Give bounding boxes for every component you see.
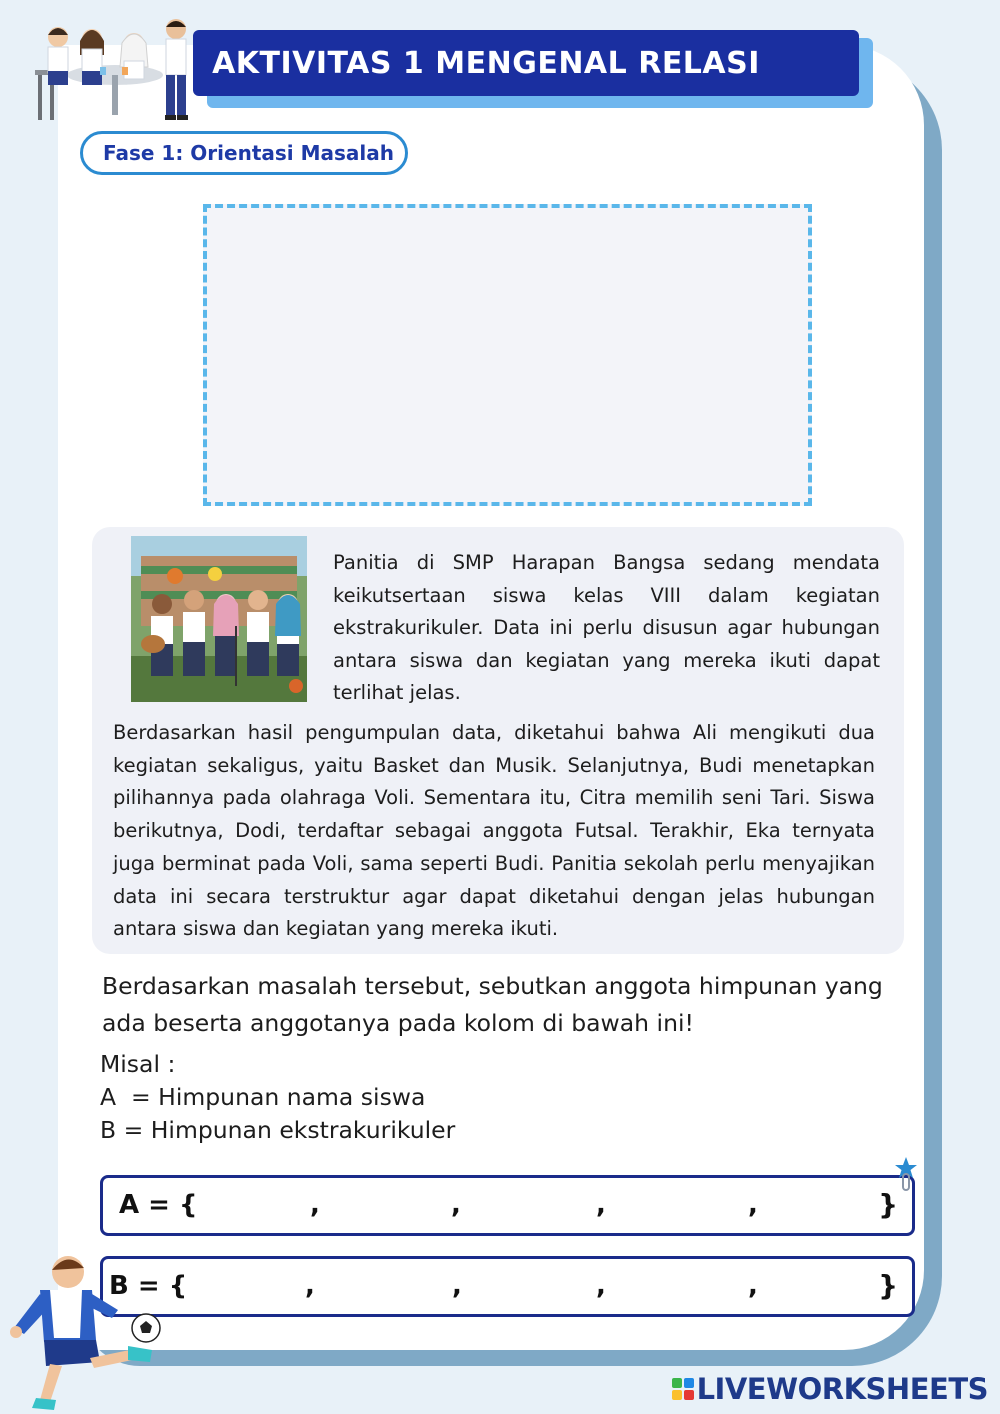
media-drop-area[interactable] (203, 204, 812, 506)
story-details: Berdasarkan hasil pengumpulan data, diketahui bahwa Ali mengikuti dua kegiatan sekaligus, yaitu Basket dan Musik. Selanjutnya, Budi menetapkan pilihannya pada olahraga Voli. Sementara itu, Citra memilih seni Tari. Siswa berikutnya, Dodi, terdaftar sebagai anggota Futsal. Terakhir, Eka ternyata juga berminat pada Voli, sama seperti Budi. Panitia sekolah perlu menyajikan data ini secara terstruktur agar dapat diketahui dengan jelas hubungan antara siswa dan kegiatan yang mereka ikuti. (113, 721, 875, 941)
students-illustration (30, 15, 200, 130)
story-intro: Panitia di SMP Harapan Bangsa sedang mendata keikutsertaan siswa kelas VIII dalam kegiatan ekstrakurikuler. Data ini perlu disusun agar hubungan antara siswa dan kegiatan yang mereka ikuti dapat terlihat jelas. (333, 551, 880, 704)
students-extracurricular-image (131, 536, 307, 702)
answer-a-separator-1: , (310, 1190, 320, 1220)
instruction-text: Berdasarkan masalah tersebut, sebutkan anggota himpunan yang ada beserta anggotanya pada kolom di bawah ini! (102, 972, 883, 1037)
answer-box-a[interactable] (100, 1175, 915, 1236)
example-block (100, 1048, 455, 1147)
answer-b-separator-4: , (748, 1271, 758, 1301)
phase-label: Fase 1: Orientasi Masalah (103, 141, 394, 165)
example-line-a: A = Himpunan nama siswa (100, 1083, 426, 1111)
answer-box-b[interactable] (100, 1256, 915, 1317)
example-line-b: B = Himpunan ekstrakurikuler (100, 1116, 456, 1144)
answer-b-separator-2: , (452, 1271, 462, 1301)
liveworksheets-brand (672, 1372, 988, 1406)
answer-b-closing: } (878, 1269, 898, 1302)
phase-badge (80, 131, 408, 175)
answer-a-separator-2: , (451, 1190, 461, 1220)
soccer-player-illustration (0, 1250, 165, 1414)
answer-b-label: B = { (109, 1271, 188, 1301)
footer-brand-text: LIVEWORKSHEETS (696, 1372, 988, 1406)
example-heading: Misal : (100, 1050, 176, 1078)
answer-b-separator-1: , (305, 1271, 315, 1301)
star-pin-icon (894, 1156, 918, 1192)
page-title: AKTIVITAS 1 MENGENAL RELASI (212, 45, 760, 81)
answer-b-separator-3: , (596, 1271, 606, 1301)
answer-a-separator-4: , (748, 1190, 758, 1220)
liveworksheets-logo-icon (672, 1378, 694, 1400)
answer-a-closing: } (878, 1188, 898, 1221)
title-bar (193, 30, 859, 96)
answer-a-separator-3: , (596, 1190, 606, 1220)
answer-a-label: A = { (119, 1190, 198, 1220)
